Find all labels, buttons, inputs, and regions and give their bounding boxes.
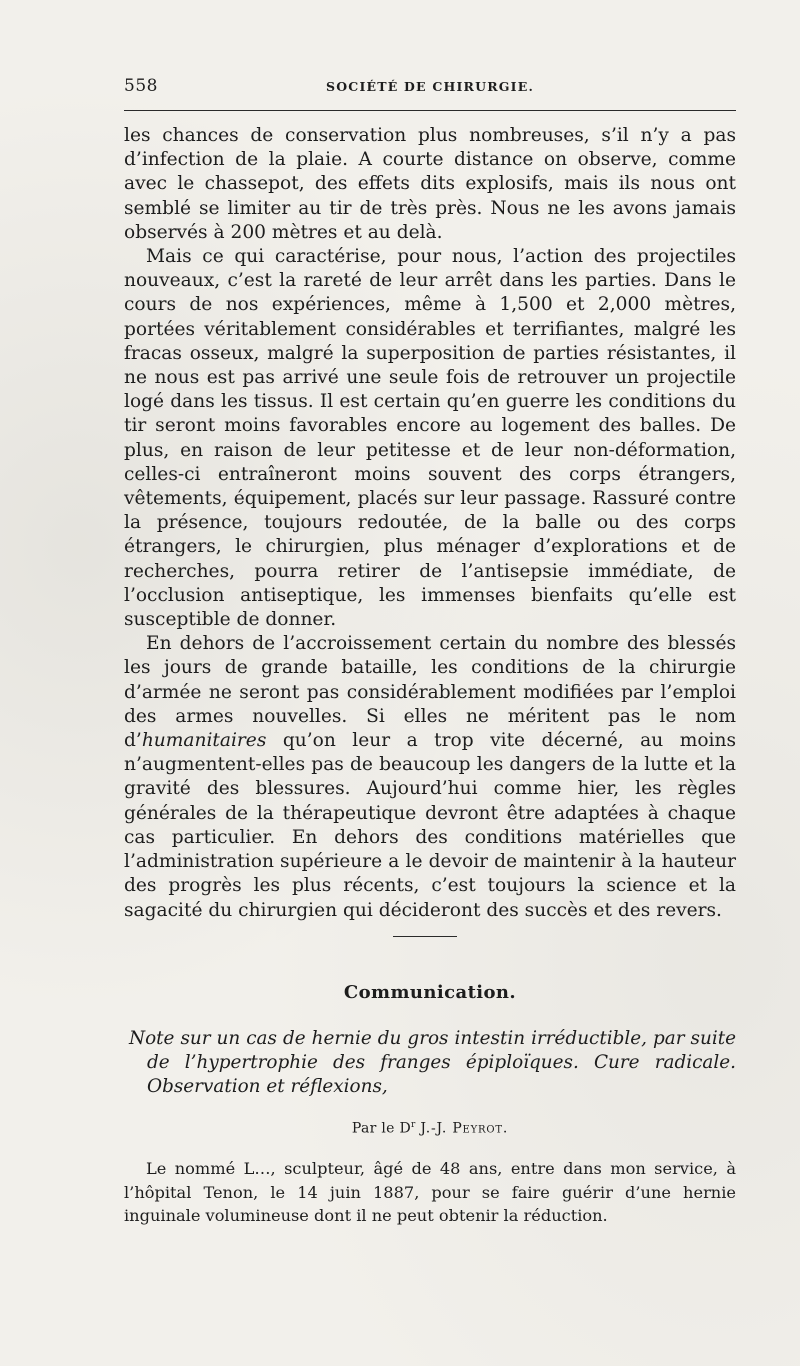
- paragraph-2: Mais ce qui caractérise, pour nous, l’action des projectiles nouveaux, c’est la rareté de leur arrêt dans les parties. Dans le cours de nos expériences, même à 1,500 et 2,000 mètres, portées véritablement considérables et terrifiantes, malgré les fracas osseux, malgré la superposition de parties résistantes, il ne nous est pas arrivé une seule fois de retrouver un projectile logé dans les tissus. Il est certain qu’en guerre les conditions du tir seront moins favorables encore au logement des balles. De plus, en raison de leur petitesse et de leur non-déformation, celles-ci entraîneront moins souvent des corps étrangers, vêtements, équipement, placés sur leur passage. Rassuré contre la présence, toujours redoutée, de la balle ou des corps étrangers, le chirurgien, plus ménager d’explorations et de recherches, pourra retirer de l’antisepsie immédiate, de l’occlusion antiseptique, les immenses bienfaits qu’elle est susceptible de donner.: [124, 246, 736, 631]
- article-title: [129, 1027, 736, 1099]
- header-rule: [124, 110, 736, 111]
- article-title-line-1: Note sur un cas de hernie du gros intestin irréductible, par suite: [129, 1028, 736, 1049]
- article-title-line-2: de l’hypertrophie des franges épiploïques. Cure radicale.: [147, 1052, 736, 1073]
- byline-sup: r: [411, 1120, 416, 1130]
- running-head: SOCIÉTÉ DE CHIRURGIE.: [325, 79, 535, 94]
- page-number: 558: [124, 76, 158, 96]
- section-separator: [393, 936, 457, 937]
- article-title-line-3: Observation et réflexions,: [147, 1076, 388, 1097]
- byline-prefix: Par le D: [351, 1120, 412, 1137]
- closing-text: [124, 1157, 736, 1228]
- body-text: [124, 124, 736, 923]
- paragraph-3-after: qu’on leur a trop vite décerné, au moins n’augmentent-elles pas de beaucoup les dangers de la lutte et la gravité des blessures. Aujourd’hui comme hier, les règles générales de la thérapeutique devront être adaptées à chaque cas particulier. En dehors des conditions matérielles que l’administration supérieure a le devoir de maintenir à la hauteur des progrès les plus récents, c’est toujours la science et la sagacité du chirurgien qui décideront des succès et des revers.: [124, 730, 736, 921]
- closing-paragraph: Le nommé L…, sculpteur, âgé de 48 ans, entre dans mon service, à l’hôpital Tenon, le 14 juin 1887, pour se faire guérir d’une hernie inguinale volumineuse dont il ne peut obtenir la réduction.: [124, 1159, 736, 1225]
- paragraph-3-before: En dehors de l’accroissement certain du nombre des blessés les jours de grande bataille, les conditions de la chirurgie d’armée ne seront pas considérablement modifiées par l’emploi des armes nouvelles. Si elles ne méritent pas le nom d’: [124, 633, 736, 752]
- paragraph-1: les chances de conservation plus nombreuses, s’il n’y a pas d’infection de la plaie. A courte distance on observe, comme avec le chassepot, des effets dits explosifs, mais ils nous ont semblé se limiter au tir de très près. Nous ne les avons jamais observés à 200 mètres et au delà.: [124, 125, 736, 243]
- byline: [124, 1120, 736, 1137]
- section-heading: Communication.: [343, 982, 517, 1003]
- byline-author: J.-J. Peyrot.: [420, 1120, 509, 1137]
- paragraph-3: [124, 632, 736, 922]
- paragraph-3-italic: humanitaires: [141, 730, 267, 752]
- page-header: [124, 76, 736, 100]
